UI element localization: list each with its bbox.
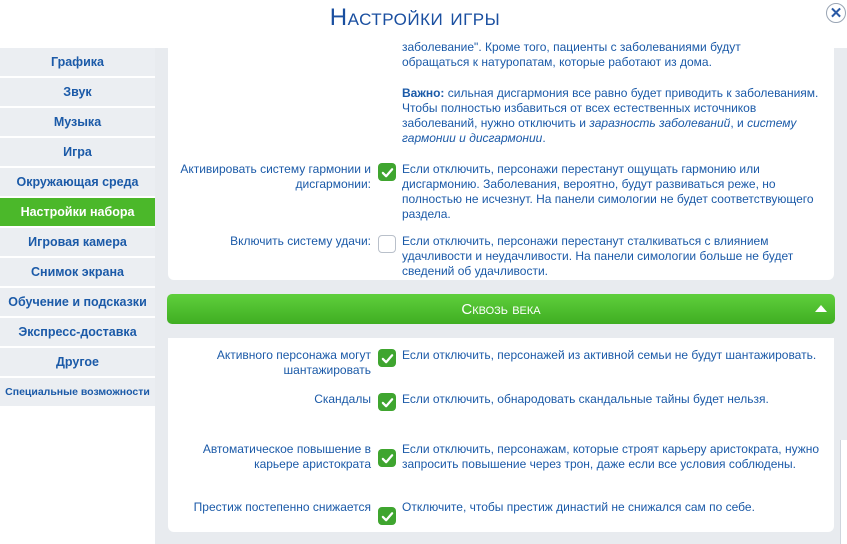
sidebar-item-environment[interactable]: Окружающая среда — [0, 168, 155, 196]
setting-description: Если отключить, персонажи перестанут сталкиваться с влиянием удачливости и неудачливости. На панели симологии больше не будет сведений об удачливости. — [402, 234, 794, 278]
important-em: систему гармонии и дисгармонии — [402, 116, 797, 145]
harmony-checkbox[interactable] — [378, 163, 396, 181]
settings-card-top — [168, 40, 834, 280]
scandals-checkbox[interactable] — [378, 393, 396, 411]
info-text-continued — [402, 40, 822, 70]
sidebar-item-graphics[interactable]: Графика — [0, 48, 155, 76]
info-text-line: обращаться к натуропатам, которые работают из дома. — [402, 55, 712, 69]
important-text: . — [542, 131, 546, 145]
close-icon: ✕ — [829, 4, 843, 22]
settings-card-bottom — [168, 338, 834, 532]
setting-row-aristocrat-promotion — [168, 440, 834, 472]
sidebar-item-game[interactable]: Игра — [0, 138, 155, 166]
setting-label: Включить систему удачи: — [230, 234, 371, 248]
page-title: Настройки игры — [329, 4, 501, 31]
setting-label: Активного персонажа могут шантажировать — [216, 348, 371, 377]
info-text-line: заболевание". Кроме того, пациенты с заболеваниями будут — [402, 40, 741, 54]
setting-row-harmony — [168, 160, 834, 222]
important-em: заразность заболеваний — [589, 116, 731, 130]
important-text: сильная дисгармония все равно будет приводить к заболеваниям. Чтобы полностью избавиться от всех естественных источников заболеваний, нужно отключить и — [402, 86, 819, 130]
luck-checkbox[interactable] — [378, 235, 396, 253]
settings-panel — [155, 40, 847, 544]
sidebar-item-other[interactable]: Другое — [0, 348, 155, 376]
sidebar-item-sound[interactable]: Звук — [0, 78, 155, 106]
checkmark-icon — [381, 510, 394, 523]
setting-row-prestige-decay — [168, 498, 834, 525]
setting-description: Если отключить, персонажам, которые строят карьеру аристократа, нужно запросить повышение через трон, даже если все условия соблюдены. — [402, 442, 820, 471]
prestige-decay-checkbox[interactable] — [378, 507, 396, 525]
setting-label: Скандалы — [314, 392, 371, 406]
sidebar-item-screenshot[interactable]: Снимок экрана — [0, 258, 155, 286]
checkmark-icon — [381, 352, 394, 365]
sidebar — [0, 48, 155, 544]
setting-label: Автоматическое повышение в карьере аристократа — [202, 442, 371, 471]
close-button[interactable] — [826, 3, 846, 23]
chevron-up-icon[interactable] — [815, 305, 827, 312]
checkmark-icon — [381, 396, 394, 409]
setting-description: Если отключить, обнародовать скандальные тайны будет нельзя. — [402, 392, 769, 406]
setting-row-blackmail — [168, 346, 834, 378]
checkmark-icon — [381, 166, 394, 179]
checkmark-icon — [381, 452, 394, 465]
aristocrat-promotion-checkbox[interactable] — [378, 449, 396, 467]
scrollbar-thumb[interactable] — [840, 440, 847, 544]
sidebar-item-pack-settings[interactable]: Настройки набора — [0, 198, 155, 226]
sidebar-item-accessibility[interactable]: Специальные возможности — [0, 378, 155, 406]
sidebar-item-tutorial[interactable]: Обучение и подсказки — [0, 288, 155, 316]
setting-description: Отключите, чтобы престиж династий не снижался сам по себе. — [402, 500, 755, 514]
important-text: , и — [730, 116, 744, 130]
sidebar-item-camera[interactable]: Игровая камера — [0, 228, 155, 256]
setting-description: Если отключить, персонажей из активной семьи не будут шантажировать. — [402, 348, 817, 362]
setting-label: Активировать систему гармонии и дисгармонии: — [180, 162, 371, 191]
sidebar-item-express-delivery[interactable]: Экспресс-доставка — [0, 318, 155, 346]
sidebar-item-music[interactable]: Музыка — [0, 108, 155, 136]
important-note — [402, 86, 822, 146]
setting-row-scandals — [168, 390, 834, 411]
setting-row-luck — [168, 232, 834, 279]
setting-label: Престиж постепенно снижается — [193, 500, 371, 514]
section-header-through-ages[interactable] — [167, 294, 835, 324]
section-title: Сквозь века — [461, 300, 541, 318]
important-label: Важно: — [402, 86, 445, 100]
setting-description: Если отключить, персонажи перестанут ощущать гармонию или дисгармонию. Заболевания, вероятно, будут развиваться реже, но полностью не исчезнут. На панели симологии не будет соответствующего раздела. — [402, 162, 814, 221]
blackmail-checkbox[interactable] — [378, 349, 396, 367]
